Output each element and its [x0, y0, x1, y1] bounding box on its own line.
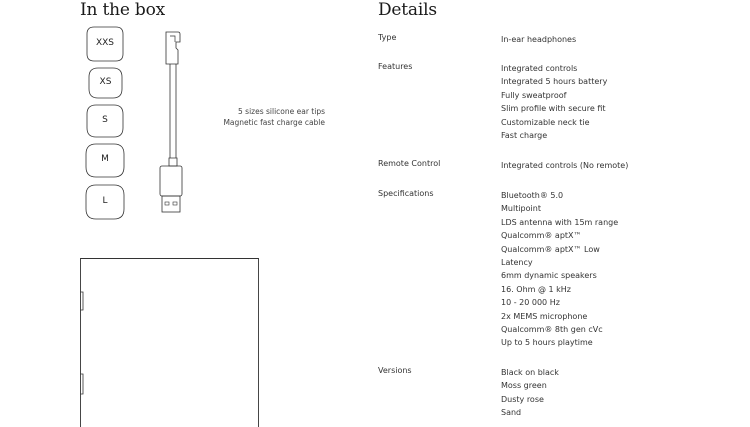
detail-values: [501, 189, 618, 350]
detail-value: Integrated 5 hours battery: [501, 77, 608, 87]
ear-tip-label: S: [102, 115, 108, 125]
ear-tip-label: L: [102, 196, 108, 206]
detail-values: [501, 366, 559, 420]
detail-value: Moss green: [501, 381, 547, 391]
detail-value: Multipoint: [501, 204, 541, 214]
in-the-box-heading: In the box: [80, 0, 166, 20]
ear-tip-label: XS: [99, 77, 112, 87]
detail-value: 6mm dynamic speakers: [501, 271, 597, 281]
ear-tips-note: 5 sizes silicone ear tips: [238, 107, 325, 116]
detail-values: [501, 33, 576, 46]
detail-value: Fully sweatproof: [501, 90, 567, 100]
detail-value: Customizable neck tie: [501, 117, 590, 127]
detail-value: Sand: [501, 408, 522, 418]
detail-label: Type: [378, 33, 397, 42]
detail-label: Specifications: [378, 189, 434, 198]
packaging-box-icon: [78, 256, 262, 427]
detail-value: Integrated controls: [501, 64, 578, 73]
detail-label: Versions: [378, 366, 412, 375]
detail-value: Latency: [501, 258, 533, 268]
ear-tip-m: [85, 143, 125, 178]
detail-value: 16. Ohm @ 1 kHz: [501, 284, 571, 294]
detail-value: Slim profile with secure fit: [501, 104, 606, 114]
detail-value: 10 - 20 000 Hz: [501, 298, 560, 308]
detail-value: Qualcomm® 8th gen cVc: [501, 325, 603, 335]
detail-value: 2x MEMS microphone: [501, 311, 588, 321]
detail-label: Remote Control: [378, 159, 441, 168]
ear-tip-label: XXS: [95, 38, 115, 48]
charge-cable-icon: [150, 28, 190, 218]
details-heading: Details: [378, 0, 437, 20]
detail-value: Black on black: [501, 368, 559, 377]
detail-values: [501, 159, 628, 172]
ear-tip-xxs: [86, 26, 124, 62]
ear-tip-xs: [88, 67, 123, 99]
detail-value: Qualcomm® aptX™ Low: [501, 244, 600, 254]
detail-value: Bluetooth® 5.0: [501, 191, 564, 200]
detail-values: [501, 62, 607, 142]
ear-tip-l: [85, 184, 125, 220]
detail-value: Fast charge: [501, 131, 548, 141]
detail-label: Features: [378, 62, 413, 71]
detail-value: LDS antenna with 15m range: [501, 217, 619, 227]
ear-tip-label: M: [101, 154, 109, 164]
detail-value: Qualcomm® aptX™: [501, 231, 582, 241]
cable-note: Magnetic fast charge cable: [223, 118, 325, 127]
ear-tip-s: [86, 104, 124, 138]
detail-value: In-ear headphones: [501, 35, 577, 44]
detail-value: Up to 5 hours playtime: [501, 338, 593, 348]
detail-value: Integrated controls (No remote): [501, 161, 629, 170]
detail-value: Dusty rose: [501, 394, 544, 404]
